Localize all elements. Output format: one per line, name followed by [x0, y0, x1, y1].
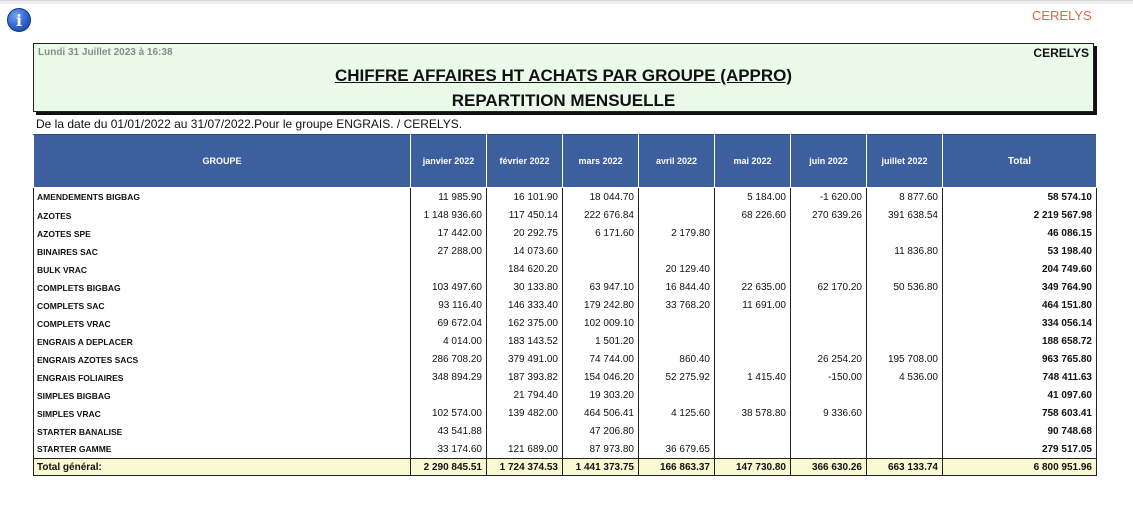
group-name-cell: SIMPLES BIGBAG: [34, 387, 411, 405]
month-value-cell: [639, 315, 715, 333]
group-name-cell: COMPLETS BIGBAG: [34, 279, 411, 297]
month-value-cell: 4 536.00: [867, 369, 943, 387]
group-name-cell: ENGRAIS FOLIAIRES: [34, 369, 411, 387]
month-value-cell: 74 744.00: [563, 351, 639, 369]
month-value-cell: 270 639.26: [791, 207, 867, 225]
sales-table: [33, 134, 1097, 476]
month-value-cell: 348 894.29: [411, 369, 487, 387]
month-value-cell: [791, 333, 867, 351]
month-value-cell: [411, 387, 487, 405]
row-total-cell: 53 198.40: [943, 243, 1097, 261]
month-value-cell: [715, 441, 791, 459]
col-header-fevrier: février 2022: [487, 135, 563, 188]
month-value-cell: 33 768.20: [639, 297, 715, 315]
month-value-cell: 121 689.00: [487, 441, 563, 459]
month-value-cell: 22 635.00: [715, 279, 791, 297]
month-value-cell: 14 073.60: [487, 243, 563, 261]
month-value-cell: 50 536.80: [867, 279, 943, 297]
month-value-cell: 9 336.60: [791, 405, 867, 423]
month-value-cell: 4 125.60: [639, 405, 715, 423]
group-name-cell: STARTER GAMME: [34, 441, 411, 459]
group-name-cell: AZOTES SPE: [34, 225, 411, 243]
month-value-cell: 1 415.40: [715, 369, 791, 387]
col-header-groupe: GROUPE: [34, 135, 411, 188]
month-value-cell: [791, 441, 867, 459]
header-brand: CERELYS: [1033, 46, 1089, 60]
month-value-cell: 17 442.00: [411, 225, 487, 243]
row-total-cell: 334 056.14: [943, 315, 1097, 333]
month-value-cell: [867, 387, 943, 405]
group-name-cell: ENGRAIS A DEPLACER: [34, 333, 411, 351]
month-value-cell: [715, 423, 791, 441]
month-value-cell: 183 143.52: [487, 333, 563, 351]
month-value-cell: 68 226.60: [715, 207, 791, 225]
month-value-cell: 20 129.40: [639, 261, 715, 279]
table-header-row: [34, 135, 1097, 188]
month-value-cell: [715, 243, 791, 261]
grand-total-sum: 6 800 951.96: [943, 459, 1097, 476]
info-icon[interactable]: i: [7, 8, 31, 32]
month-value-cell: 11 985.90: [411, 188, 487, 207]
month-value-cell: [791, 225, 867, 243]
month-value-cell: [639, 333, 715, 351]
row-total-cell: 188 658.72: [943, 333, 1097, 351]
grand-total-cell: 147 730.80: [715, 459, 791, 476]
month-value-cell: 20 292.75: [487, 225, 563, 243]
month-value-cell: 52 275.92: [639, 369, 715, 387]
month-value-cell: [639, 188, 715, 207]
grand-total-cell: 663 133.74: [867, 459, 943, 476]
month-value-cell: 33 174.60: [411, 441, 487, 459]
col-header-juillet: juillet 2022: [867, 135, 943, 188]
month-value-cell: 286 708.20: [411, 351, 487, 369]
month-value-cell: 860.40: [639, 351, 715, 369]
table-row: [34, 369, 1097, 387]
report-title: CHIFFRE AFFAIRES HT ACHATS PAR GROUPE (APPRO): [334, 66, 793, 85]
table-row: [34, 441, 1097, 459]
grand-total-row: [34, 459, 1097, 476]
group-name-cell: BULK VRAC: [34, 261, 411, 279]
col-header-mars: mars 2022: [563, 135, 639, 188]
row-total-cell: 46 086.15: [943, 225, 1097, 243]
month-value-cell: [563, 261, 639, 279]
row-total-cell: 58 574.10: [943, 188, 1097, 207]
month-value-cell: [867, 225, 943, 243]
group-name-cell: AMENDEMENTS BIGBAG: [34, 188, 411, 207]
month-value-cell: 18 044.70: [563, 188, 639, 207]
col-header-juin: juin 2022: [791, 135, 867, 188]
month-value-cell: 179 242.80: [563, 297, 639, 315]
table-row: [34, 188, 1097, 207]
report-header: [33, 43, 1094, 112]
col-header-mai: mai 2022: [715, 135, 791, 188]
table-row: [34, 297, 1097, 315]
month-value-cell: 38 578.80: [715, 405, 791, 423]
month-value-cell: 146 333.40: [487, 297, 563, 315]
grand-total-cell: 366 630.26: [791, 459, 867, 476]
month-value-cell: 154 046.20: [563, 369, 639, 387]
table-row: [34, 243, 1097, 261]
month-value-cell: -150.00: [791, 369, 867, 387]
row-total-cell: 204 749.60: [943, 261, 1097, 279]
month-value-cell: [411, 261, 487, 279]
month-value-cell: [867, 333, 943, 351]
month-value-cell: 27 288.00: [411, 243, 487, 261]
table-row: [34, 351, 1097, 369]
month-value-cell: 87 973.80: [563, 441, 639, 459]
report-subtitle: REPARTITION MENSUELLE: [451, 91, 676, 110]
month-value-cell: 117 450.14: [487, 207, 563, 225]
month-value-cell: [639, 207, 715, 225]
row-total-cell: 2 219 567.98: [943, 207, 1097, 225]
month-value-cell: [791, 243, 867, 261]
month-value-cell: [791, 423, 867, 441]
month-value-cell: [715, 351, 791, 369]
month-value-cell: -1 620.00: [791, 188, 867, 207]
month-value-cell: 16 101.90: [487, 188, 563, 207]
month-value-cell: 195 708.00: [867, 351, 943, 369]
row-total-cell: 748 411.63: [943, 369, 1097, 387]
month-value-cell: 5 184.00: [715, 188, 791, 207]
month-value-cell: 69 672.04: [411, 315, 487, 333]
month-value-cell: 184 620.20: [487, 261, 563, 279]
row-total-cell: 41 097.60: [943, 387, 1097, 405]
group-name-cell: COMPLETS SAC: [34, 297, 411, 315]
month-value-cell: 103 497.60: [411, 279, 487, 297]
col-header-janvier: janvier 2022: [411, 135, 487, 188]
table-row: [34, 207, 1097, 225]
print-date: Lundi 31 Juillet 2023 à 16:38: [38, 47, 173, 58]
month-value-cell: 1 148 936.60: [411, 207, 487, 225]
group-name-cell: STARTER BANALISE: [34, 423, 411, 441]
month-value-cell: [715, 333, 791, 351]
month-value-cell: 8 877.60: [867, 188, 943, 207]
month-value-cell: 11 836.80: [867, 243, 943, 261]
table-row: [34, 423, 1097, 441]
group-name-cell: BINAIRES SAC: [34, 243, 411, 261]
month-value-cell: 93 116.40: [411, 297, 487, 315]
month-value-cell: [867, 261, 943, 279]
month-value-cell: [639, 387, 715, 405]
month-value-cell: [715, 387, 791, 405]
month-value-cell: 16 844.40: [639, 279, 715, 297]
table-row: [34, 405, 1097, 423]
row-total-cell: 758 603.41: [943, 405, 1097, 423]
table-row: [34, 261, 1097, 279]
table-row: [34, 387, 1097, 405]
group-name-cell: SIMPLES VRAC: [34, 405, 411, 423]
grand-total-cell: 2 290 845.51: [411, 459, 487, 476]
month-value-cell: 391 638.54: [867, 207, 943, 225]
month-value-cell: 21 794.40: [487, 387, 563, 405]
month-value-cell: 11 691.00: [715, 297, 791, 315]
col-header-avril: avril 2022: [639, 135, 715, 188]
month-value-cell: 464 506.41: [563, 405, 639, 423]
report-criteria: De la date du 01/01/2022 au 31/07/2022.Pour le groupe ENGRAIS. / CERELYS.: [36, 117, 463, 131]
month-value-cell: 2 179.80: [639, 225, 715, 243]
month-value-cell: 30 133.80: [487, 279, 563, 297]
month-value-cell: 102 009.10: [563, 315, 639, 333]
month-value-cell: [639, 243, 715, 261]
month-value-cell: 62 170.20: [791, 279, 867, 297]
month-value-cell: 36 679.65: [639, 441, 715, 459]
month-value-cell: [867, 297, 943, 315]
table-row: [34, 333, 1097, 351]
month-value-cell: [715, 261, 791, 279]
row-total-cell: 963 765.80: [943, 351, 1097, 369]
grand-total-cell: 1 724 374.53: [487, 459, 563, 476]
month-value-cell: 162 375.00: [487, 315, 563, 333]
row-total-cell: 464 151.80: [943, 297, 1097, 315]
month-value-cell: 6 171.60: [563, 225, 639, 243]
month-value-cell: 19 303.20: [563, 387, 639, 405]
group-name-cell: AZOTES: [34, 207, 411, 225]
month-value-cell: [867, 315, 943, 333]
month-value-cell: 102 574.00: [411, 405, 487, 423]
row-total-cell: 279 517.05: [943, 441, 1097, 459]
month-value-cell: [715, 225, 791, 243]
grand-total-cell: 166 863.37: [639, 459, 715, 476]
month-value-cell: [867, 441, 943, 459]
month-value-cell: [867, 405, 943, 423]
month-value-cell: 26 254.20: [791, 351, 867, 369]
month-value-cell: 4 014.00: [411, 333, 487, 351]
month-value-cell: [791, 261, 867, 279]
grand-total-label: Total général:: [34, 459, 411, 476]
month-value-cell: 47 206.80: [563, 423, 639, 441]
brand-label: CERELYS: [1032, 8, 1092, 23]
table-row: [34, 279, 1097, 297]
table-row: [34, 315, 1097, 333]
month-value-cell: 139 482.00: [487, 405, 563, 423]
month-value-cell: [791, 297, 867, 315]
group-name-cell: ENGRAIS AZOTES SACS: [34, 351, 411, 369]
month-value-cell: 187 393.82: [487, 369, 563, 387]
month-value-cell: 43 541.88: [411, 423, 487, 441]
grand-total-cell: 1 441 373.75: [563, 459, 639, 476]
month-value-cell: [715, 315, 791, 333]
month-value-cell: [791, 387, 867, 405]
month-value-cell: 222 676.84: [563, 207, 639, 225]
month-value-cell: [487, 423, 563, 441]
window-edge: [0, 1, 1133, 4]
col-header-total: Total: [943, 135, 1097, 188]
month-value-cell: 1 501.20: [563, 333, 639, 351]
table-row: [34, 225, 1097, 243]
group-name-cell: COMPLETS VRAC: [34, 315, 411, 333]
month-value-cell: 379 491.00: [487, 351, 563, 369]
row-total-cell: 90 748.68: [943, 423, 1097, 441]
row-total-cell: 349 764.90: [943, 279, 1097, 297]
month-value-cell: [867, 423, 943, 441]
month-value-cell: [791, 315, 867, 333]
month-value-cell: [563, 243, 639, 261]
month-value-cell: [639, 423, 715, 441]
month-value-cell: 63 947.10: [563, 279, 639, 297]
